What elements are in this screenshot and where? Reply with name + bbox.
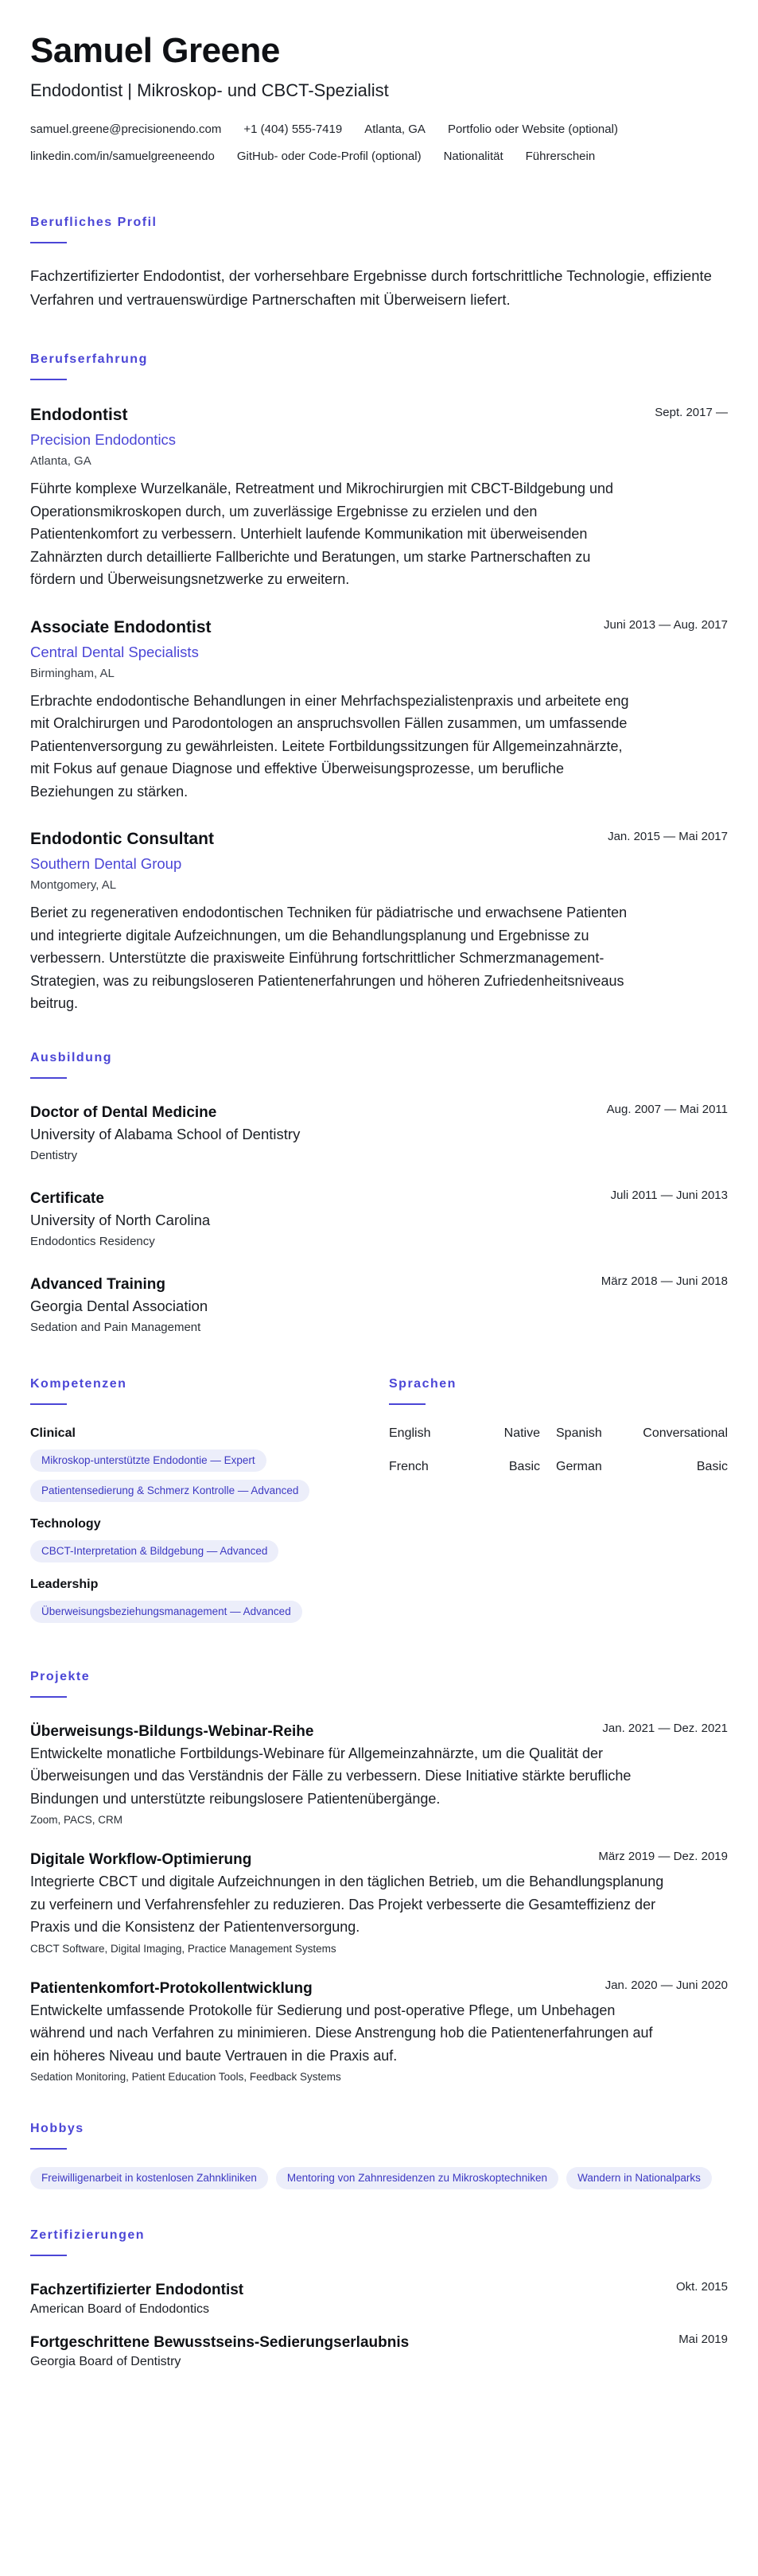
hobby-tag: Mentoring von Zahnresidenzen zu Mikroskoptechniken (276, 2167, 558, 2189)
cert-name: Fachzertifizierter Endodontist (30, 2282, 244, 2298)
language-name: Spanish (556, 1426, 602, 1440)
language-level: Native (503, 1426, 540, 1440)
skills-column (30, 1376, 389, 1637)
section-divider (30, 1696, 67, 1698)
language-item (389, 1459, 548, 1475)
project-date: März 2019 — Dez. 2019 (598, 1850, 728, 1863)
language-level: Basic (508, 1459, 540, 1473)
experience-item (30, 828, 728, 1015)
skill-tags (30, 1601, 389, 1623)
job-location: Atlanta, GA (30, 454, 91, 468)
edu-school: University of Alabama School of Dentistry (30, 1125, 301, 1142)
section-divider (30, 2148, 67, 2150)
edu-date: Aug. 2007 — Mai 2011 (606, 1102, 728, 1116)
experience-item (30, 617, 728, 804)
job-description: Beriet zu regenerativen endodontischen Techniken für pädiatrische und erwachsene Patienten und integrierte digitale Aufzeichnungen, um die Behandlungsplanung und Ergebnisse zu verbessern. Unterstützte die praxisweite Einführung fortschrittlicher Schmerzmanagement-Strategien, was zu reibungsloseren Patientenerfahrungen und höheren Zufriedenheitsniveaus beitrug. (30, 905, 628, 1011)
project-description: Entwickelte umfassende Protokolle für Sedierung und post-operative Pflege, um Unbehagen während und nach Verfahren zu minimieren. Diese Anstrengung hob die Patientenerfahrungen auf ein höheres Niveau und baute Vertrauen in die Praxis auf. (30, 2002, 653, 2064)
project-item (30, 1979, 728, 2087)
project-description: Entwickelte monatliche Fortbildungs-Webinare für Allgemeinzahnärzte, um die Qualität der Überweisungen und das Verständnis der Fälle zu verbessern. Diese Initiative stärkte berufliche Bindungen und unterstützte reibungslosere Patientenübergänge. (30, 1745, 632, 1807)
cert-date: Okt. 2015 (675, 2280, 728, 2294)
section-title-education: Ausbildung (30, 1050, 112, 1064)
project-technologies: Sedation Monitoring, Patient Education Tools, Feedback Systems (30, 2071, 341, 2083)
project-title: Patientenkomfort-Protokollentwicklung (30, 1979, 313, 1997)
skill-group-title: Technology (30, 1516, 101, 1531)
project-technologies: Zoom, PACS, CRM (30, 1814, 123, 1826)
edu-date: März 2018 — Juni 2018 (601, 1274, 728, 1288)
education-item (30, 1189, 728, 1252)
skill-tag: Mikroskop-unterstützte Endodontie — Expert (30, 1449, 266, 1472)
profile-summary: Fachzertifizierter Endodontist, der vorhersehbare Ergebnisse durch fortschrittliche Technologie, effiziente Verfahren und vertrauenswürdige Partnerschaften mit Überweisern liefert. (30, 267, 712, 308)
language-level: Conversational (643, 1426, 728, 1440)
cert-issuer: Georgia Board of Dentistry (30, 2355, 181, 2368)
section-title-languages: Sprachen (389, 1376, 457, 1391)
section-title-projects: Projekte (30, 1669, 91, 1683)
section-divider (389, 1403, 426, 1405)
job-description: Führte komplexe Wurzelkanäle, Retreatment und Mikrochirurgien mit CBCT-Bildgebung und Operationsmikroskopen durch, um zuverlässige Ergebnisse zu erzielen und den Patientenkomfort zu verbessern. Unterhielt laufende Kommunikation mit überweisenden Zahnärzten durch detaillierte Fallberichte und Beratungen, um starke Partnerschaften zu fördern und Überweisungsnetzwerke zu erweitern. (30, 481, 614, 587)
hobby-tags (30, 2167, 730, 2189)
languages-column (389, 1376, 728, 1637)
job-title: Associate Endodontist (30, 617, 212, 636)
edu-school: Georgia Dental Association (30, 1297, 208, 1314)
language-item (548, 1426, 728, 1442)
edu-degree: Advanced Training (30, 1275, 165, 1293)
contact-portfolio: Portfolio oder Website (optional) (447, 123, 618, 136)
skill-group-title: Clinical (30, 1426, 76, 1440)
cert-date: Mai 2019 (678, 2333, 728, 2346)
language-name: English (389, 1426, 431, 1440)
project-technologies: CBCT Software, Digital Imaging, Practice Management Systems (30, 1942, 336, 1955)
section-title-profile: Berufliches Profil (30, 216, 157, 229)
cert-name: Fortgeschrittene Bewusstseins-Sedierungserlaubnis (30, 2334, 410, 2351)
contact-location: Atlanta, GA (364, 123, 426, 136)
project-item (30, 1722, 728, 1830)
edu-field: Endodontics Residency (30, 1234, 155, 1248)
section-title-experience: Berufserfahrung (30, 352, 148, 366)
job-location: Montgomery, AL (30, 878, 117, 892)
job-date: Sept. 2017 — (655, 406, 728, 419)
job-company: Southern Dental Group (30, 855, 182, 872)
job-location: Birmingham, AL (30, 666, 115, 680)
skill-tags (30, 1449, 389, 1502)
certification-item (30, 2333, 728, 2371)
hobby-tag: Wandern in Nationalparks (566, 2167, 712, 2189)
skills-languages-row (30, 1376, 728, 1637)
language-name: German (556, 1459, 602, 1473)
edu-degree: Certificate (30, 1189, 104, 1207)
skill-group-title: Leadership (30, 1577, 99, 1591)
job-date: Jan. 2015 — Mai 2017 (608, 830, 728, 843)
job-title: Endodontist (30, 406, 128, 424)
skill-tag: Überweisungsbeziehungsmanagement — Advanced (30, 1601, 302, 1623)
section-divider (30, 1077, 67, 1079)
section-title-hobbies: Hobbys (30, 2122, 84, 2135)
skill-tags (30, 1540, 389, 1562)
contact-info (30, 119, 730, 167)
education-item (30, 1103, 728, 1166)
job-description: Erbrachte endodontische Behandlungen in einer Mehrfachspezialistenpraxis und arbeitete eng mit Oralchirurgen und Parodontologen an anspruchsvollen Fällen zusammen, um umfassende Patientenversorgung zu gewährleisten. Leitete Fortbildungssitzungen für Allgemeinzahnärzte, mit Fokus auf genaue Diagnose und effektive Überweisungsprozesse, um berufliche Beziehungen zu stärken. (30, 692, 629, 800)
skill-tag: Patientensedierung & Schmerz Kontrolle — Advanced (30, 1480, 309, 1502)
project-description: Integrierte CBCT und digitale Aufzeichnungen in den täglichen Betrieb, um die Behandlungsplanung zu verfeinern und Verfahrensfehler zu reduzieren. Das Projekt verbesserte die Gesamteffizienz der Praxis und die Konsistenz der Patientenversorgung. (30, 1874, 664, 1935)
contact-license: Führerschein (525, 150, 596, 163)
job-company: Central Dental Specialists (30, 643, 199, 660)
skill-tag: CBCT-Interpretation & Bildgebung — Advanced (30, 1540, 278, 1562)
edu-field: Sedation and Pain Management (30, 1320, 201, 1334)
project-title: Überweisungs-Bildungs-Webinar-Reihe (30, 1722, 314, 1740)
language-item (389, 1426, 548, 1442)
skill-group (30, 1426, 389, 1502)
education-item (30, 1274, 728, 1338)
section-title-skills: Kompetenzen (30, 1376, 127, 1391)
edu-date: Juli 2011 — Juni 2013 (610, 1188, 728, 1202)
language-name: French (389, 1459, 429, 1473)
skill-group (30, 1516, 389, 1562)
section-divider (30, 379, 67, 380)
section-divider (30, 2255, 67, 2256)
contact-email[interactable]: samuel.greene@precisionendo.com (30, 123, 222, 136)
candidate-name: Samuel Greene (30, 31, 280, 70)
contact-linkedin[interactable]: linkedin.com/in/samuelgreeneendo (30, 150, 215, 163)
section-divider (30, 242, 67, 243)
project-date: Jan. 2021 — Dez. 2021 (602, 1721, 728, 1735)
project-date: Jan. 2020 — Juni 2020 (604, 1978, 728, 1992)
cert-issuer: American Board of Endodontics (30, 2302, 210, 2316)
job-date: Juni 2013 — Aug. 2017 (604, 617, 728, 632)
section-divider (30, 1403, 67, 1405)
job-title: Endodontic Consultant (30, 830, 214, 848)
contact-github: GitHub- oder Code-Profil (optional) (236, 150, 422, 163)
project-item (30, 1850, 728, 1958)
contact-phone[interactable]: +1 (404) 555-7419 (243, 123, 343, 136)
headline: Endodontist | Mikroskop- und CBCT-Spezialist (30, 80, 389, 100)
edu-field: Dentistry (30, 1148, 78, 1162)
edu-school: University of North Carolina (30, 1211, 211, 1228)
certification-item (30, 2280, 728, 2318)
project-title: Digitale Workflow-Optimierung (30, 1851, 252, 1868)
job-company: Precision Endodontics (30, 431, 177, 448)
section-title-certifications: Zertifizierungen (30, 2228, 146, 2242)
contact-nationality: Nationalität (443, 150, 503, 163)
hobby-tag: Freiwilligenarbeit in kostenlosen Zahnkliniken (30, 2167, 268, 2189)
language-level: Basic (696, 1459, 728, 1473)
experience-item (30, 404, 728, 591)
edu-degree: Doctor of Dental Medicine (30, 1103, 217, 1121)
languages-list (389, 1426, 728, 1475)
skill-group (30, 1577, 389, 1623)
language-item (548, 1459, 728, 1475)
